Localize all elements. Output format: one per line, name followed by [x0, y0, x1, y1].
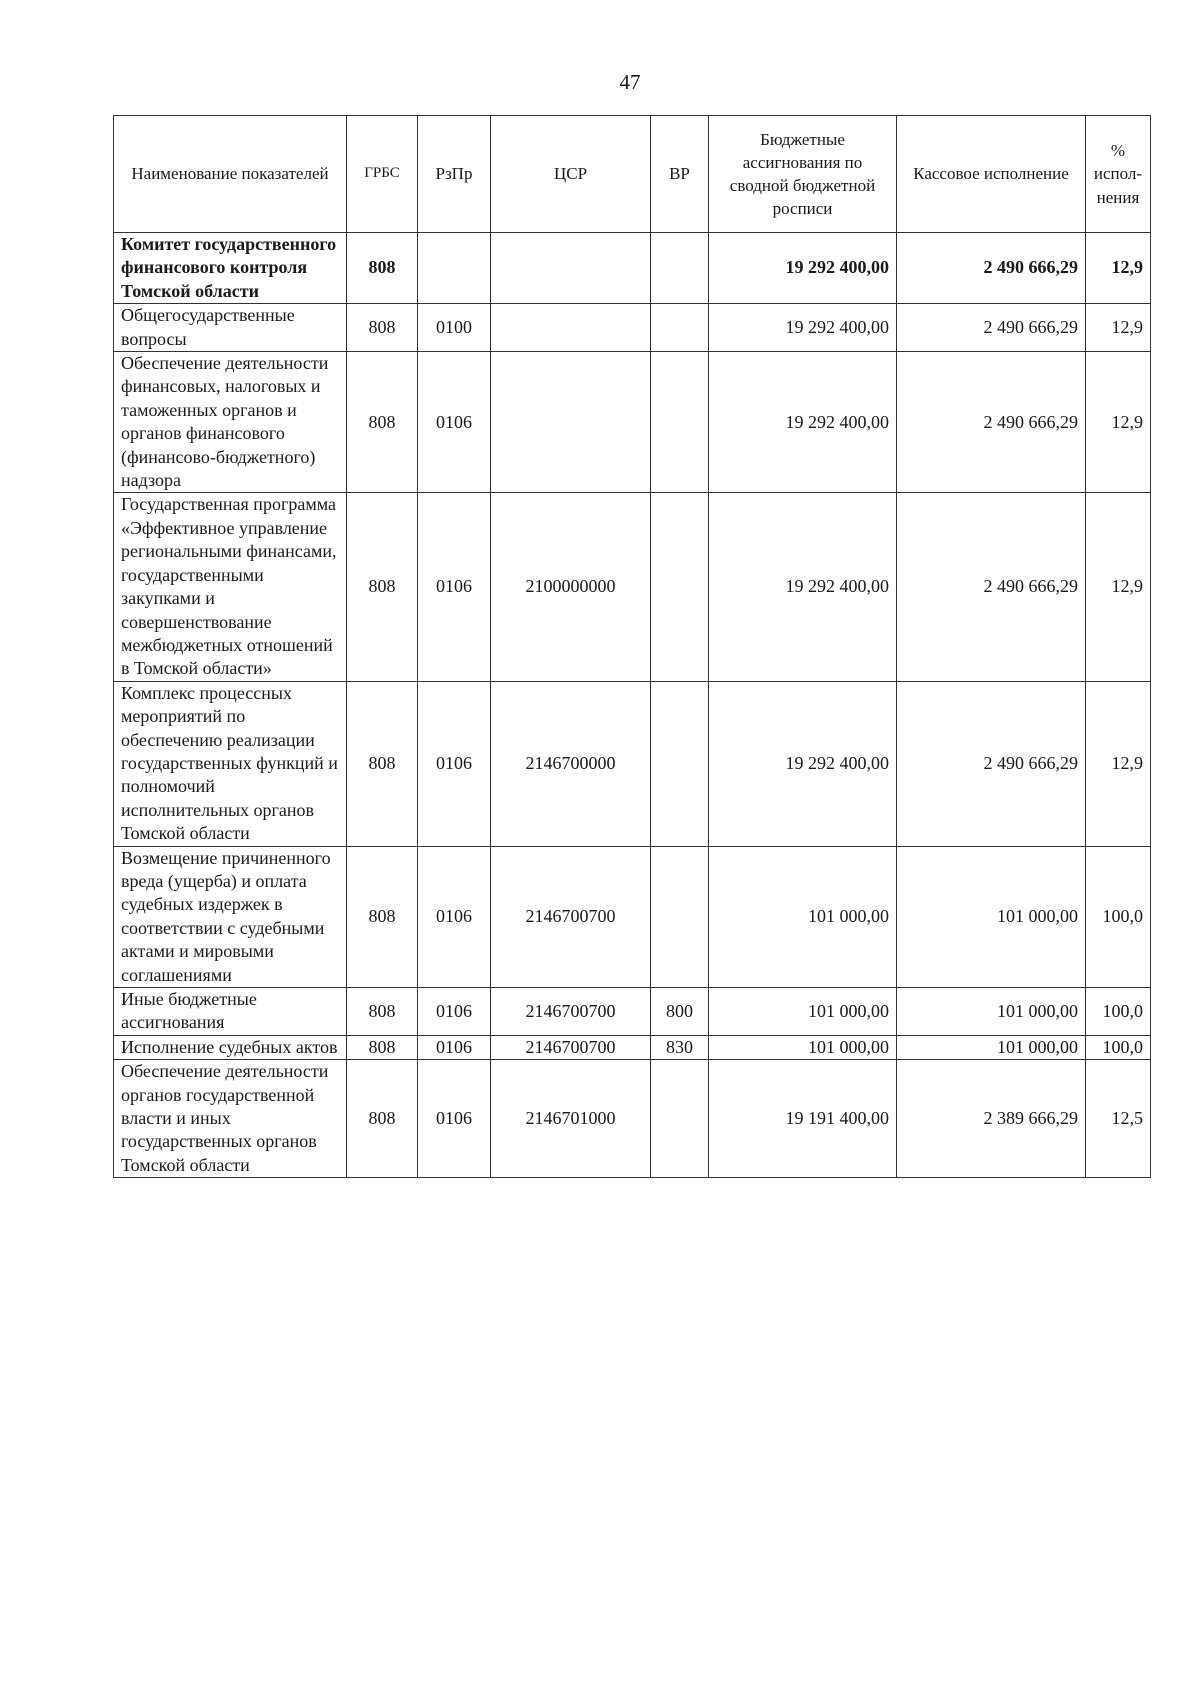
table-row	[114, 681, 1151, 846]
row-cash: 101 000,00	[897, 988, 1086, 1036]
table-row	[114, 233, 1151, 304]
row-cash: 2 490 666,29	[897, 681, 1086, 846]
row-csr	[491, 233, 651, 304]
row-vr	[651, 352, 709, 493]
row-cash: 101 000,00	[897, 846, 1086, 987]
row-percent: 12,9	[1086, 493, 1151, 681]
row-grbs: 808	[347, 233, 418, 304]
page-number: 47	[619, 70, 641, 94]
row-csr: 2146700700	[491, 988, 651, 1036]
table-row	[114, 1035, 1151, 1059]
row-csr: 2146701000	[491, 1060, 651, 1178]
row-assignments: 101 000,00	[709, 846, 897, 987]
row-assignments: 19 292 400,00	[709, 233, 897, 304]
row-cash: 101 000,00	[897, 1035, 1086, 1059]
row-name: Возмещение причиненного вреда (ущерба) и оплата судебных издержек в соответствии с судебными актами и мировыми соглашениями	[114, 846, 347, 987]
table-row	[114, 493, 1151, 681]
row-name: Комплекс процессных мероприятий по обеспечению реализации государственных функций и полномочий исполнительных органов Томской области	[114, 681, 347, 846]
row-name: Обеспечение деятельности финансовых, налоговых и таможенных органов и органов финансового (финансово-бюджетного) надзора	[114, 352, 347, 493]
row-percent: 12,9	[1086, 352, 1151, 493]
row-csr: 2100000000	[491, 493, 651, 681]
header-cash-execution: Кассовое исполнение	[897, 116, 1086, 233]
row-vr	[651, 1060, 709, 1178]
row-assignments: 19 292 400,00	[709, 493, 897, 681]
row-rzpr: 0106	[418, 493, 491, 681]
table-header-row	[114, 116, 1151, 233]
row-percent: 100,0	[1086, 1035, 1151, 1059]
row-cash: 2 490 666,29	[897, 304, 1086, 352]
row-name: Комитет государственного финансового контроля Томской области	[114, 233, 347, 304]
row-rzpr: 0106	[418, 1060, 491, 1178]
header-vr: ВР	[651, 116, 709, 233]
table-row	[114, 304, 1151, 352]
row-csr: 2146700700	[491, 1035, 651, 1059]
table-row	[114, 352, 1151, 493]
row-grbs: 808	[347, 1060, 418, 1178]
header-assignments: Бюджетные ассигнования по сводной бюджетной росписи	[709, 116, 897, 233]
row-grbs: 808	[347, 846, 418, 987]
table-row	[114, 846, 1151, 987]
row-grbs: 808	[347, 988, 418, 1036]
row-name: Исполнение судебных актов	[114, 1035, 347, 1059]
row-assignments: 19 191 400,00	[709, 1060, 897, 1178]
row-csr	[491, 352, 651, 493]
row-name: Иные бюджетные ассигнования	[114, 988, 347, 1036]
row-assignments: 101 000,00	[709, 1035, 897, 1059]
row-rzpr: 0106	[418, 988, 491, 1036]
row-vr: 830	[651, 1035, 709, 1059]
row-assignments: 19 292 400,00	[709, 352, 897, 493]
row-assignments: 19 292 400,00	[709, 304, 897, 352]
row-percent: 100,0	[1086, 846, 1151, 987]
row-csr: 2146700000	[491, 681, 651, 846]
row-grbs: 808	[347, 1035, 418, 1059]
row-csr: 2146700700	[491, 846, 651, 987]
row-assignments: 19 292 400,00	[709, 681, 897, 846]
row-vr	[651, 846, 709, 987]
header-name: Наименование показателей	[114, 116, 347, 233]
row-percent: 100,0	[1086, 988, 1151, 1036]
row-rzpr: 0106	[418, 681, 491, 846]
row-vr	[651, 681, 709, 846]
row-percent: 12,9	[1086, 681, 1151, 846]
row-csr	[491, 304, 651, 352]
row-name: Обеспечение деятельности органов государственной власти и иных государственных органов Томской области	[114, 1060, 347, 1178]
table-row	[114, 1060, 1151, 1178]
header-rzpr: РзПр	[418, 116, 491, 233]
header-percent: % испол-нения	[1086, 116, 1151, 233]
row-cash: 2 490 666,29	[897, 352, 1086, 493]
row-grbs: 808	[347, 352, 418, 493]
row-name: Государственная программа «Эффективное управление региональными финансами, государственными закупками и совершенствование межбюджетных отношений в Томской области»	[114, 493, 347, 681]
table-row	[114, 988, 1151, 1036]
row-cash: 2 389 666,29	[897, 1060, 1086, 1178]
row-rzpr: 0106	[418, 846, 491, 987]
row-cash: 2 490 666,29	[897, 493, 1086, 681]
row-rzpr: 0106	[418, 1035, 491, 1059]
row-percent: 12,5	[1086, 1060, 1151, 1178]
row-percent: 12,9	[1086, 233, 1151, 304]
row-rzpr: 0106	[418, 352, 491, 493]
row-grbs: 808	[347, 493, 418, 681]
row-grbs: 808	[347, 304, 418, 352]
row-cash: 2 490 666,29	[897, 233, 1086, 304]
row-rzpr: 0100	[418, 304, 491, 352]
row-vr	[651, 493, 709, 681]
row-assignments: 101 000,00	[709, 988, 897, 1036]
header-csr: ЦСР	[491, 116, 651, 233]
row-rzpr	[418, 233, 491, 304]
budget-execution-table	[113, 115, 1151, 1178]
row-name: Общегосударственные вопросы	[114, 304, 347, 352]
row-percent: 12,9	[1086, 304, 1151, 352]
row-vr: 800	[651, 988, 709, 1036]
header-grbs: ГРБС	[347, 116, 418, 233]
row-vr	[651, 304, 709, 352]
row-grbs: 808	[347, 681, 418, 846]
row-vr	[651, 233, 709, 304]
